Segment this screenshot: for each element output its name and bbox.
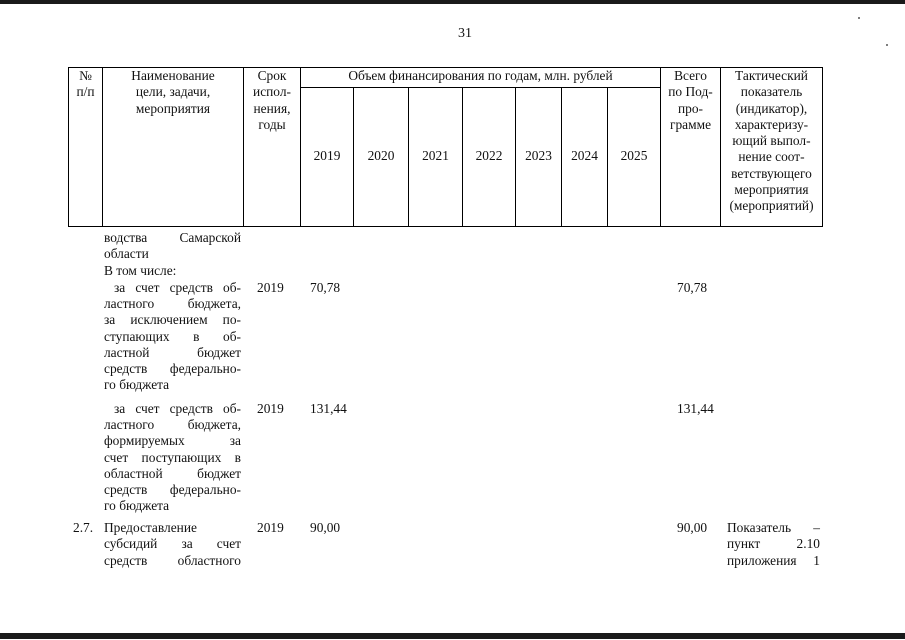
scan-edge-bottom xyxy=(0,633,905,639)
text-line: счет поступающих в xyxy=(104,449,241,465)
header-indicator-line: показатель xyxy=(740,84,803,100)
header-num xyxy=(68,68,103,101)
header-indicator-line: характеризу- xyxy=(734,116,809,132)
header-indicator-line: ющий выпол- xyxy=(732,133,811,149)
including-label: В том числе: xyxy=(104,263,177,278)
text-line: областной бюджет xyxy=(104,465,241,481)
text-line: средств федерально- xyxy=(104,482,241,498)
header-funding-title: Объем финансирования по годам, млн. рублей xyxy=(348,68,613,83)
header-term-line: нения, xyxy=(253,100,291,116)
header-indicator-line: мероприятия xyxy=(734,182,809,198)
text-line: за счет средств об- xyxy=(114,401,241,416)
text-line: средств федерально- xyxy=(104,361,241,377)
text-line: го бюджета xyxy=(104,377,170,393)
header-indicator-line: (мероприятий) xyxy=(729,198,814,214)
text-line: субсидий за счет xyxy=(104,536,241,552)
subrow-1-value-2019: 70,78 xyxy=(310,280,341,295)
subrow-2-total: 131,44 xyxy=(677,401,714,416)
header-name-line: мероприятия xyxy=(135,100,211,116)
header-name xyxy=(103,68,243,117)
subrow-2-value-2019: 131,44 xyxy=(310,401,347,416)
header-term-line: Срок xyxy=(257,68,287,83)
header-indicator-line: ветствующего xyxy=(731,165,812,181)
header-name-line: Наименование xyxy=(131,68,215,83)
subrow-1-text-cont xyxy=(104,296,241,394)
header-term xyxy=(244,68,300,133)
header-term-line: годы xyxy=(258,116,286,132)
scan-speck xyxy=(858,17,860,19)
text-line: пункт 2.10 xyxy=(727,536,820,552)
header-total-line: про- xyxy=(677,100,704,116)
text-line: ластной бюджет xyxy=(104,344,241,360)
item-2-7-text xyxy=(104,520,241,569)
header-total-line: грамме xyxy=(669,116,712,132)
text-line: го бюджета xyxy=(104,498,170,514)
header-year-2020: 2020 xyxy=(367,148,395,163)
item-2-7-total: 90,00 xyxy=(677,520,708,535)
subrow-2-term: 2019 xyxy=(257,401,284,416)
subrow-2-text-cont xyxy=(104,417,241,515)
grid-line-bottom xyxy=(68,226,823,227)
subrow-2-text xyxy=(114,401,241,417)
header-total xyxy=(661,68,720,133)
header-total-line: Всего xyxy=(674,68,707,83)
text-line: ластного бюджета, xyxy=(104,296,241,311)
text-line: приложения 1 xyxy=(727,552,820,568)
grid-line-right xyxy=(822,67,823,227)
header-year-2024: 2024 xyxy=(571,148,598,163)
text-line: формируемых за xyxy=(104,433,241,449)
text-line: средств областного xyxy=(104,552,241,568)
header-indicator-line: нение соот- xyxy=(738,149,805,165)
header-indicator-line: (индикатор), xyxy=(735,100,808,116)
header-term-line: испол- xyxy=(253,84,291,100)
subrow-1-total: 70,78 xyxy=(677,280,708,295)
text-line: за счет средств об- xyxy=(114,280,241,295)
text-line: ластного бюджета, xyxy=(104,417,241,432)
header-indicator-line: Тактический xyxy=(735,68,808,83)
text-line: Предоставление xyxy=(104,520,197,535)
continuation-text xyxy=(104,230,241,263)
text-line: ступающих в об- xyxy=(104,328,241,344)
text-line: области xyxy=(104,246,149,262)
scan-edge-top xyxy=(0,0,905,4)
text-line: водства Самарской xyxy=(104,230,241,245)
header-year-2022: 2022 xyxy=(475,148,503,163)
item-2-7-value-2019: 90,00 xyxy=(310,520,341,535)
grid-line-term xyxy=(300,67,301,227)
header-num-line: п/п xyxy=(76,84,95,100)
subrow-1-text xyxy=(114,280,241,296)
header-year-2025: 2025 xyxy=(620,148,648,163)
header-year-2019: 2019 xyxy=(313,148,341,163)
item-2-7-term: 2019 xyxy=(257,520,284,535)
grid-line-funding-sub xyxy=(300,87,660,88)
header-total-line: по Под- xyxy=(668,84,713,100)
header-year-2023: 2023 xyxy=(525,148,552,163)
header-name-line: цели, задачи, xyxy=(135,84,211,100)
header-num-line: № xyxy=(79,68,92,83)
text-line: Показатель – xyxy=(727,520,820,535)
page-number: 31 xyxy=(458,26,472,41)
scan-speck xyxy=(886,44,888,46)
item-2-7-number: 2.7. xyxy=(73,520,94,535)
header-indicator xyxy=(721,68,822,215)
text-line: за исключением по- xyxy=(104,312,241,328)
item-2-7-indicator xyxy=(727,520,820,569)
header-year-2021: 2021 xyxy=(422,148,449,163)
subrow-1-term: 2019 xyxy=(257,280,284,295)
